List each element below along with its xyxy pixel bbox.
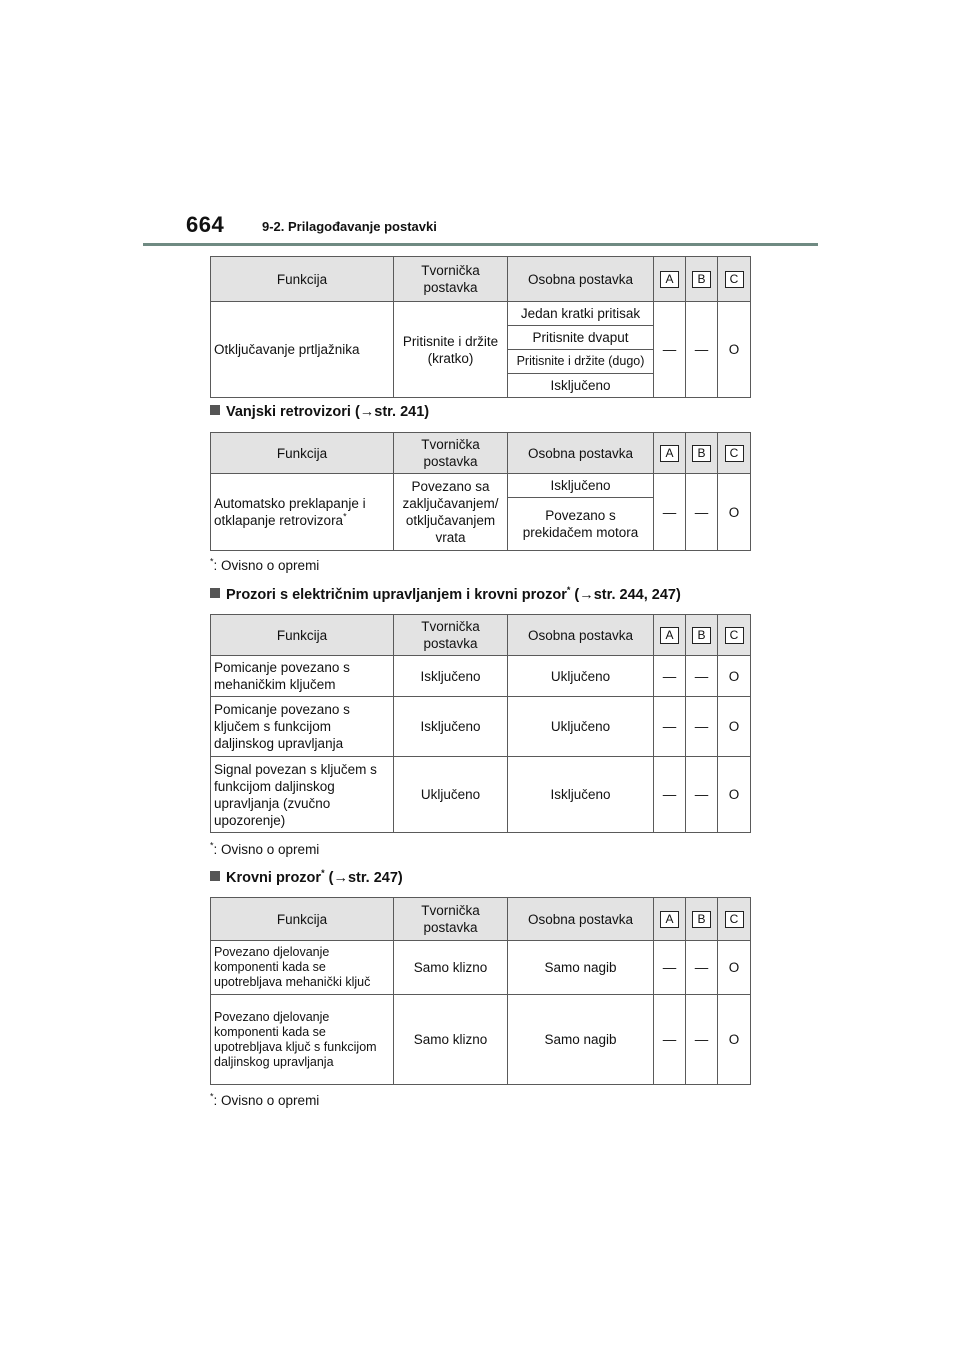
cell-personal: Isključeno [508,757,654,833]
cell-a: — [654,474,686,551]
header-personal: Osobna postavka [508,615,654,656]
table-row [211,757,751,833]
cell-function: Otključavanje prtljažnika [211,302,394,398]
cell-b: — [686,697,718,757]
cell-factory: Isključeno [394,697,508,757]
header-b [686,257,718,302]
cell-c: O [718,302,751,398]
table-row [211,474,751,498]
letter-a-box: A [660,271,679,288]
cell-b: — [686,995,718,1085]
header-a: A [654,433,686,474]
page-reference: str. 247) [347,870,403,886]
header-factory-line2: postavka [423,280,478,295]
cell-c: O [718,941,751,995]
cell-personal: Samo nagib [508,941,654,995]
table-header-row [211,898,751,941]
header-factory [394,257,508,302]
header-factory-line1: Tvornička [421,263,480,278]
cell-option: Isključeno [508,474,654,498]
cell-factory: Samo klizno [394,941,508,995]
header-c: C [718,615,751,656]
header-personal: Osobna postavka [508,898,654,941]
letter-b-box: B [692,271,711,288]
header-c [718,257,751,302]
bullet-square-icon [210,871,220,881]
cell-a: — [654,941,686,995]
cell-option: Isključeno [508,374,654,398]
header-personal: Osobna postavka [508,433,654,474]
cell-factory: Isključeno [394,656,508,697]
arrow-right-icon: → [579,587,594,603]
header-a [654,257,686,302]
header-c: C [718,433,751,474]
heading-moon-roof: Krovni prozor* (→str. 247) [210,870,403,886]
table-trunk-unlock [210,256,751,398]
table-row [211,995,751,1085]
header-b: B [686,615,718,656]
heading-outside-mirrors: Vanjski retrovizori (→str. 241) [210,404,429,420]
cell-b: — [686,941,718,995]
bullet-square-icon [210,588,220,598]
table-outside-mirrors [210,432,751,551]
page-reference: str. 241) [374,404,430,420]
cell-function: Pomicanje povezano s ključem s funkcijom daljinskog upravljanja [211,697,394,757]
header-b: B [686,898,718,941]
page-number: 664 [186,212,225,237]
cell-c: O [718,757,751,833]
table-moon-roof [210,897,751,1085]
cell-option: Pritisnite dvaput [508,326,654,350]
header-factory: Tvornička postavka [394,433,508,474]
table-header-row [211,433,751,474]
cell-a: — [654,697,686,757]
page-reference: str. 244, 247) [593,587,681,603]
cell-c: O [718,474,751,551]
cell-function: Automatsko preklapanje i otklapanje retrovizora* [211,474,394,551]
cell-b: — [686,302,718,398]
table-row [211,302,751,326]
cell-a: — [654,302,686,398]
cell-option: Pritisnite i držite (dugo) [508,350,654,374]
cell-factory: Samo klizno [394,995,508,1085]
cell-personal: Uključeno [508,656,654,697]
section-title: 9-2. Prilagođavanje postavki [262,219,437,234]
footnote-mark: * [343,511,347,522]
table-row [211,941,751,995]
table-header-row [211,257,751,302]
cell-function: Povezano djelovanje komponenti kada se upotrebljava mehanički ključ [211,941,394,995]
cell-factory: Pritisnite i držite (kratko) [394,302,508,398]
table-power-windows [210,614,751,833]
header-c: C [718,898,751,941]
footnote: *: Ovisno o opremi [210,840,320,857]
letter-c-box: C [725,271,744,288]
cell-option: Jedan kratki pritisak [508,302,654,326]
header-factory: Tvornička postavka [394,898,508,941]
cell-b: — [686,656,718,697]
header-function: Funkcija [211,257,394,302]
header-rule [143,243,818,246]
header-b: B [686,433,718,474]
cell-b: — [686,757,718,833]
footnote: *: Ovisno o opremi [210,1091,320,1108]
cell-function: Signal povezan s ključem s funkcijom daljinskog upravljanja (zvučno upozorenje) [211,757,394,833]
header-a: A [654,615,686,656]
header-function: Funkcija [211,898,394,941]
header-function: Funkcija [211,615,394,656]
cell-function: Pomicanje povezano s mehaničkim ključem [211,656,394,697]
arrow-right-icon: → [359,404,375,420]
table-header-row [211,615,751,656]
header-a: A [654,898,686,941]
cell-factory: Uključeno [394,757,508,833]
cell-personal: Uključeno [508,697,654,757]
bullet-square-icon [210,405,220,415]
heading-power-windows: Prozori s električnim upravljanjem i krovni prozor* (→str. 244, 247) [210,587,681,603]
cell-b: — [686,474,718,551]
header-function: Funkcija [211,433,394,474]
cell-c: O [718,656,751,697]
cell-a: — [654,656,686,697]
cell-personal: Samo nagib [508,995,654,1085]
header-factory: Tvornička postavka [394,615,508,656]
cell-a: — [654,995,686,1085]
cell-option: Povezano s prekidačem motora [508,498,654,551]
cell-c: O [718,697,751,757]
table-row [211,656,751,697]
cell-function: Povezano djelovanje komponenti kada se upotrebljava ključ s funkcijom daljinskog upravljanja [211,995,394,1085]
header-personal: Osobna postavka [508,257,654,302]
cell-a: — [654,757,686,833]
table-row [211,697,751,757]
arrow-right-icon: → [333,870,348,886]
cell-c: O [718,995,751,1085]
footnote: *: Ovisno o opremi [210,556,320,573]
cell-factory: Povezano sa zaključavanjem/ otključavanjem vrata [394,474,508,551]
